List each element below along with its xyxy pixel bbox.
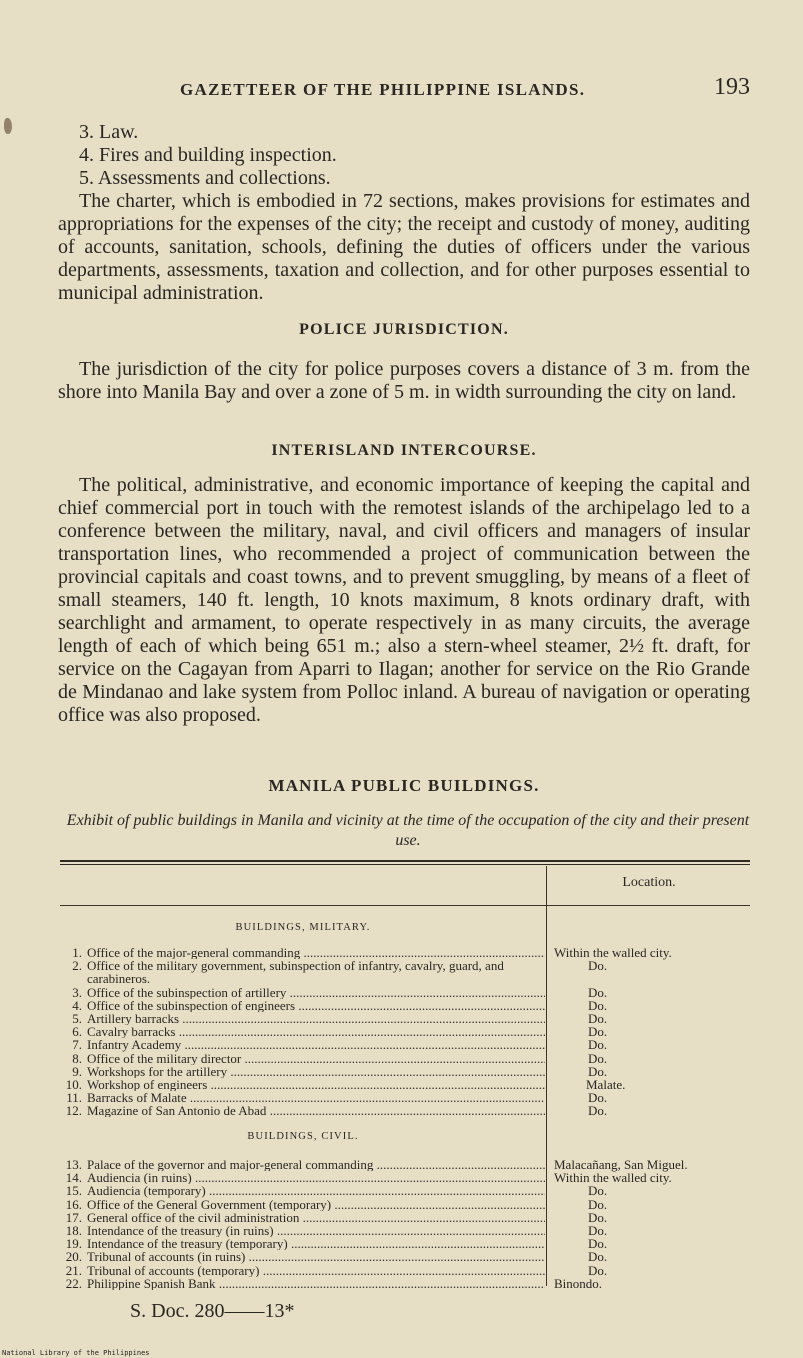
row-number: 19. xyxy=(65,1236,82,1252)
building-name: Office of the military government, subinspection of infantry, cavalry, guard, and carabineros. xyxy=(87,959,504,986)
list-item: 4. Fires and building inspection. xyxy=(79,144,337,166)
building-location: Do. xyxy=(588,997,608,1013)
paragraph-text: The jurisdiction of the city for police purposes covers a distance of 3 m. from the shore into Manila Bay and over a zone of 5 m. in width surrounding the city on land. xyxy=(58,358,750,403)
building-location: Do. xyxy=(588,1103,608,1119)
row-number: 8. xyxy=(72,1050,82,1066)
table-row xyxy=(60,1052,750,1065)
table-row xyxy=(60,1224,750,1237)
police-paragraph xyxy=(58,358,750,404)
building-name: Office of the General Government (temporary) ..... xyxy=(87,1198,545,1211)
building-location: Do. xyxy=(588,1236,608,1252)
building-name: Infantry Academy ..... xyxy=(87,1038,545,1051)
row-number: 10. xyxy=(65,1076,82,1092)
group-heading-civil: BUILDINGS, CIVIL. xyxy=(247,1131,359,1142)
running-title: GAZETTEER OF THE PHILIPPINE ISLANDS. xyxy=(180,80,586,99)
building-name: Magazine of San Antonio de Abad ..... xyxy=(87,1104,545,1117)
row-number: 2. xyxy=(72,958,82,974)
building-location: Malacañang, San Miguel. xyxy=(554,1157,688,1172)
row-number: 21. xyxy=(65,1262,82,1278)
building-name: Palace of the governor and major-general commanding ..... xyxy=(87,1158,545,1171)
group-heading-military: BUILDINGS, MILITARY. xyxy=(235,922,371,933)
table-row xyxy=(60,986,750,999)
table-row xyxy=(60,1171,750,1184)
location-column-header: Location. xyxy=(622,875,676,890)
building-location: Do. xyxy=(588,1249,608,1265)
table-row xyxy=(60,959,750,985)
building-name: General office of the civil administration ..... xyxy=(87,1211,545,1224)
building-location: Do. xyxy=(588,984,608,1000)
row-number: 6. xyxy=(72,1024,82,1040)
row-number: 22. xyxy=(65,1275,82,1291)
building-location: Do. xyxy=(588,1183,608,1199)
row-number: 7. xyxy=(72,1037,82,1053)
building-name: Office of the military director ..... xyxy=(87,1052,545,1065)
table-row xyxy=(60,1078,750,1091)
building-location: Do. xyxy=(588,1090,608,1106)
building-name: Intendance of the treasury (in ruins) ..... xyxy=(87,1224,545,1237)
building-location: Do. xyxy=(588,1222,608,1238)
row-number: 15. xyxy=(65,1183,82,1199)
numbered-list xyxy=(58,121,750,190)
library-credit: National Library of the Philippines xyxy=(2,1349,150,1357)
building-name: Office of the subinspection of artillery ..... xyxy=(87,986,545,999)
building-name: Cavalry barracks ..... xyxy=(87,1025,545,1038)
building-name: Office of the major-general commanding ..... xyxy=(87,946,545,959)
charter-paragraph xyxy=(58,190,750,305)
row-number: 18. xyxy=(65,1222,82,1238)
paragraph-text: The charter, which is embodied in 72 sections, makes provisions for estimates and appropriations for the expenses of the city; the receipt and custody of money, auditing of accounts, sanitation, schools, defining the duties of officers under the various departments, assessments, taxation and collection, and for other purposes essential to municipal administration. xyxy=(58,190,750,304)
building-location: Do. xyxy=(588,1063,608,1079)
signature-mark: S. Doc. 280——13* xyxy=(130,1300,295,1322)
building-location: Do. xyxy=(588,1262,608,1278)
row-number: 4. xyxy=(72,997,82,1013)
building-name: Tribunal of accounts (in ruins) ..... xyxy=(87,1250,545,1263)
building-name: Office of the subinspection of engineers ..... xyxy=(87,999,545,1012)
table-row xyxy=(60,1264,750,1277)
row-number: 13. xyxy=(65,1157,82,1172)
row-number: 9. xyxy=(72,1063,82,1079)
building-location: Do. xyxy=(588,958,608,974)
ink-blot xyxy=(4,118,12,134)
section-heading-manila: MANILA PUBLIC BUILDINGS. xyxy=(268,776,540,795)
row-number: 5. xyxy=(72,1010,82,1026)
row-number: 11. xyxy=(66,1090,82,1106)
building-location: Malate. xyxy=(586,1076,626,1092)
building-name: Workshop of engineers ..... xyxy=(87,1078,545,1091)
building-location: Do. xyxy=(588,1050,608,1066)
building-name: Audiencia (temporary) ..... xyxy=(87,1184,545,1197)
table-row xyxy=(60,1198,750,1211)
building-location: Do. xyxy=(588,1024,608,1040)
table-row xyxy=(60,1250,750,1263)
building-name: Tribunal of accounts (temporary) ..... xyxy=(87,1264,545,1277)
building-location: Do. xyxy=(588,1037,608,1053)
row-number: 17. xyxy=(65,1209,82,1225)
row-number: 16. xyxy=(65,1196,82,1212)
table-row xyxy=(60,1065,750,1078)
section-heading-interisland: INTERISLAND INTERCOURSE. xyxy=(271,442,537,459)
military-buildings-table xyxy=(60,946,750,1117)
table-row xyxy=(60,1277,750,1290)
table-row xyxy=(60,1012,750,1025)
table-row xyxy=(60,1025,750,1038)
list-item: 5. Assessments and collections. xyxy=(79,167,331,189)
building-location: Do. xyxy=(588,1010,608,1026)
row-number: 14. xyxy=(65,1170,82,1186)
page-header xyxy=(60,74,750,104)
civil-buildings-table xyxy=(60,1158,750,1290)
table-rule xyxy=(60,864,750,865)
table-row xyxy=(60,1104,750,1117)
table-row xyxy=(60,1091,750,1104)
table-row xyxy=(60,1038,750,1051)
building-name: Philippine Spanish Bank ..... xyxy=(87,1277,545,1290)
section-heading-police: POLICE JURISDICTION. xyxy=(299,321,509,338)
building-name: Workshops for the artillery ..... xyxy=(87,1065,545,1078)
interisland-paragraph xyxy=(58,474,750,727)
table-row xyxy=(60,946,750,959)
list-item: 3. Law. xyxy=(79,121,139,143)
table-rule xyxy=(60,905,750,906)
building-name: Barracks of Malate ..... xyxy=(87,1091,545,1104)
building-location: Do. xyxy=(588,1196,608,1212)
building-location: Binondo. xyxy=(554,1275,603,1291)
building-location: Do. xyxy=(588,1209,608,1225)
row-number: 20. xyxy=(65,1249,82,1265)
table-row xyxy=(60,1211,750,1224)
table-row xyxy=(60,999,750,1012)
building-name: Intendance of the treasury (temporary) ..... xyxy=(87,1237,545,1250)
building-location: Within the walled city. xyxy=(554,1170,672,1186)
table-row xyxy=(60,1184,750,1197)
building-location: Within the walled city. xyxy=(554,945,672,960)
building-name: Artillery barracks ..... xyxy=(87,1012,545,1025)
paragraph-text: The political, administrative, and economic importance of keeping the capital and chief commercial port in touch with the remotest islands of the archipelago led to a conference between the military, naval, and civil officers and managers of insular transportation lines, who recommended a project of communication between the provincial capitals and coast towns, and to prevent smuggling, by means of a fleet of small steamers, 140 ft. length, 10 knots maximum, 8 knots ordinary draft, with searchlight and armament, to operate respectively in as many circuits, the average length of each of which being 651 m.; also a stern-wheel steamer, 2½ ft. draft, for service on the Cagayan from Aparri to Ilagan; another for service on the Rio Grande de Mindanao and lake system from Polloc inland. A bureau of navigation or operating office was also proposed. xyxy=(58,474,750,726)
row-number: 3. xyxy=(72,984,82,1000)
row-number: 1. xyxy=(72,945,82,960)
row-number: 12. xyxy=(65,1103,82,1119)
exhibit-caption: Exhibit of public buildings in Manila and vicinity at the time of the occupation of the city and their present use. xyxy=(66,812,750,849)
table-rule xyxy=(60,860,750,862)
table-row xyxy=(60,1237,750,1250)
page-number: 193 xyxy=(714,74,750,100)
building-name: Audiencia (in ruins) ..... xyxy=(87,1171,545,1184)
